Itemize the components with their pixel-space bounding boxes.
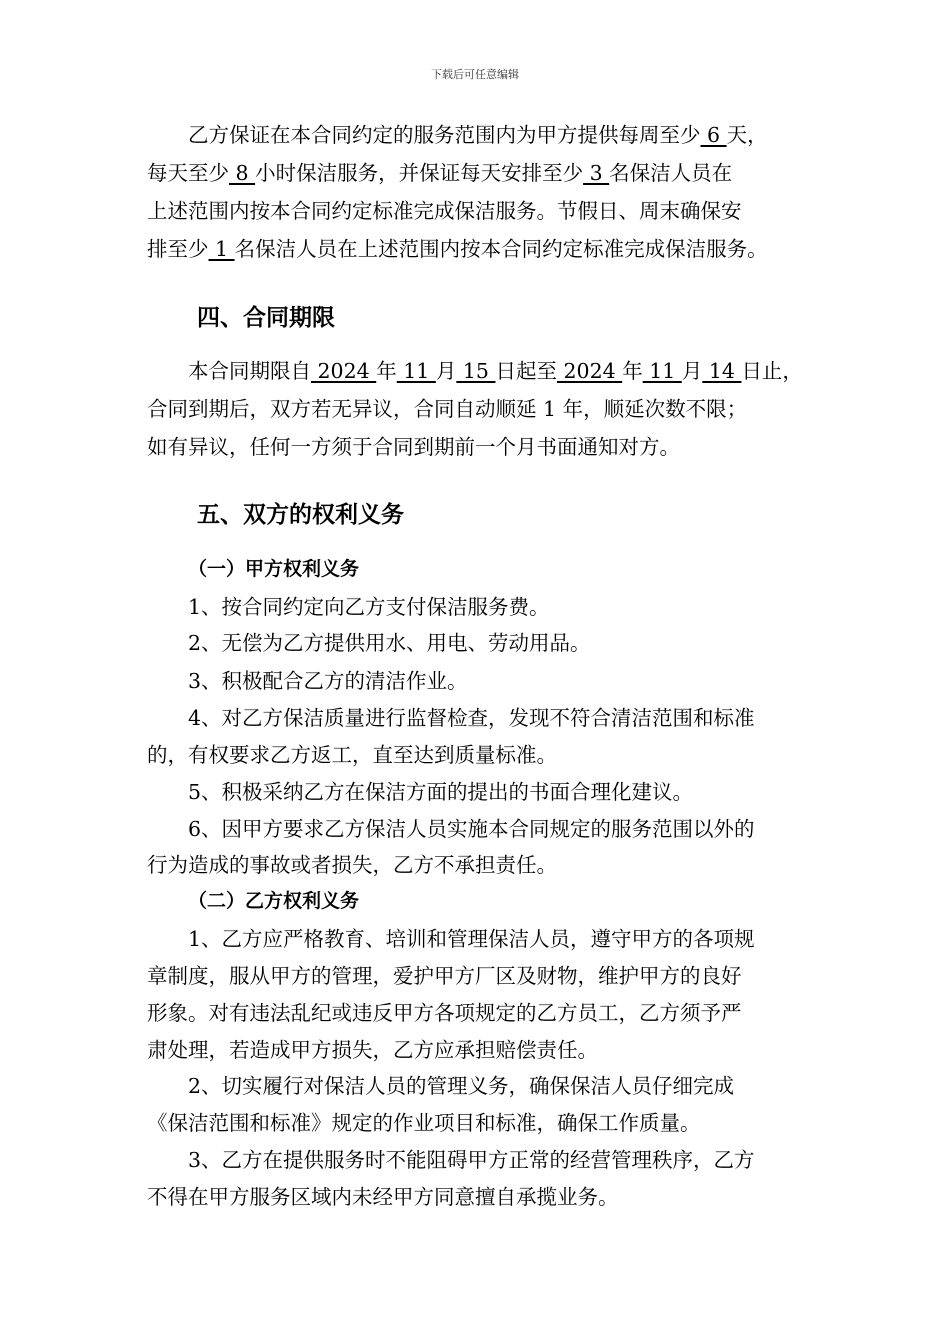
text-run: 小时保洁服务，并保证每天安排至少 [255, 161, 584, 185]
party-a-subtitle: （一）甲方权利义务 [188, 558, 360, 580]
text-run: 每天至少 [147, 161, 229, 185]
hours-per-day-value: 8 [229, 161, 256, 185]
party-b-item: 2、切实履行对保洁人员的管理义务，确保保洁人员仔细完成 [188, 1074, 735, 1098]
party-b-subtitle: （二）乙方权利义务 [188, 890, 360, 912]
days-per-week-value: 6 [700, 123, 727, 147]
party-a-item-cont: 行为造成的事故或者损失，乙方不承担责任。 [147, 853, 557, 877]
party-b-item-cont: 章制度，服从甲方的管理，爱护甲方厂区及财物，维护甲方的良好 [147, 964, 742, 988]
service-clause-line-4 [147, 237, 768, 261]
text-run: 本合同期限自 [188, 359, 311, 383]
text-run: 天， [726, 123, 768, 147]
text-run: 名保洁人员在上述范围内按本合同约定标准完成保洁服务。 [234, 237, 768, 261]
start-year-value: 2024 [311, 359, 377, 383]
party-a-item-cont: 的，有权要求乙方返工，直至达到质量标准。 [147, 743, 557, 767]
service-clause-line-1 [188, 123, 768, 147]
party-a-item: 3、积极配合乙方的清洁作业。 [188, 669, 468, 693]
end-year-value: 2024 [556, 359, 623, 383]
party-a-item: 5、积极采纳乙方在保洁方面的提出的书面合理化建议。 [188, 780, 694, 804]
text-run: 月 [681, 359, 703, 383]
text-run: 乙方保证在本合同约定的服务范围内为甲方提供每周至少 [188, 123, 701, 147]
start-month-value: 11 [396, 359, 436, 383]
party-a-item: 6、因甲方要求乙方保洁人员实施本合同规定的服务范围以外的 [188, 817, 755, 841]
text-run: 年 [622, 359, 643, 383]
service-clause-line-2 [147, 161, 732, 185]
party-a-item: 4、对乙方保洁质量进行监督检查，发现不符合清洁范围和标准 [188, 706, 755, 730]
party-a-item: 1、按合同约定向乙方支付保洁服务费。 [188, 595, 550, 619]
party-b-item-cont: 肃处理，若造成甲方损失，乙方应承担赔偿责任。 [147, 1038, 598, 1062]
term-line-3: 如有异议，任何一方须于合同到期前一个月书面通知对方。 [147, 435, 680, 459]
staff-per-day-value: 3 [583, 161, 610, 185]
text-run: 排至少 [147, 237, 209, 261]
section-4-title: 四、合同期限 [197, 305, 335, 331]
term-line-2: 合同到期后，双方若无异议，合同自动顺延 1 年，顺延次数不限； [147, 397, 748, 421]
term-line-1 [188, 359, 803, 383]
text-run: 月 [435, 359, 457, 383]
party-b-item: 1、乙方应严格教育、培训和管理保洁人员，遵守甲方的各项规 [188, 927, 755, 951]
party-b-item-cont: 形象。对有违法乱纪或违反甲方各项规定的乙方员工，乙方须予严 [147, 1001, 742, 1025]
end-month-value: 11 [642, 359, 682, 383]
text-run: 日起至 [495, 359, 557, 383]
section-5-title: 五、双方的权利义务 [197, 502, 404, 528]
end-day-value: 14 [702, 359, 742, 383]
text-run: 年 [376, 359, 397, 383]
text-run: 日止， [741, 359, 803, 383]
text-run: 名保洁人员在 [609, 161, 733, 185]
service-clause-line-3: 上述范围内按本合同约定标准完成保洁服务。节假日、周末确保安 [147, 199, 742, 223]
start-day-value: 15 [456, 359, 496, 383]
party-b-item-cont: 《保洁范围和标准》规定的作业项目和标准，确保工作质量。 [147, 1111, 701, 1135]
page-header-note: 下载后可任意编辑 [431, 68, 519, 81]
party-a-item: 2、无偿为乙方提供用水、用电、劳动用品。 [188, 631, 591, 655]
party-b-item-cont: 不得在甲方服务区域内未经甲方同意擅自承揽业务。 [147, 1185, 619, 1209]
party-b-item: 3、乙方在提供服务时不能阻碍甲方正常的经营管理秩序，乙方 [188, 1148, 755, 1172]
holiday-staff-value: 1 [208, 237, 235, 261]
